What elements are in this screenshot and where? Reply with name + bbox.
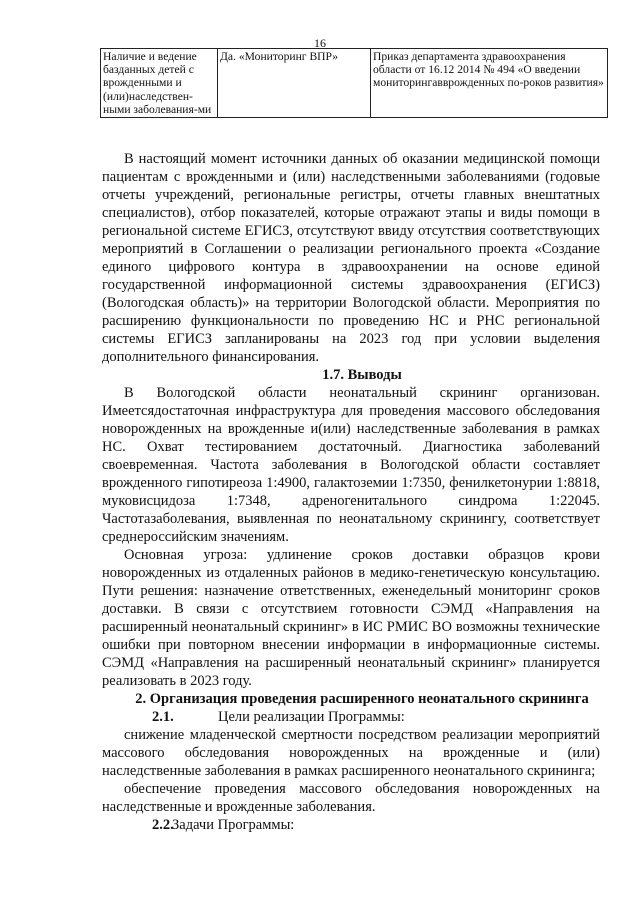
heading-conclusions: 1.7. Выводы	[322, 367, 402, 383]
paragraph-goal-screening: обеспечение проведения массового обследования новорожденных на наследственные и врожденные заболевания.	[102, 781, 600, 815]
table-cell-document: Приказ департамента здравоохранения области от 16.12 2014 № 494 «О введении мониторингавврожденных по-роков развития»	[371, 49, 608, 118]
subsection-number: 2.2.	[152, 817, 174, 833]
paragraph-goal-mortality: снижение младенческой смертности посредством реализации мероприятий массового обследования новорожденных на врожденные и (или) наследственные заболевания в рамках расширенного неонатального скрининга;	[102, 727, 600, 779]
info-table	[100, 48, 608, 118]
subsection-title: Цели реализации Программы:	[218, 709, 405, 725]
table-cell-status: Да. «Мониторинг ВПР»	[218, 49, 371, 118]
paragraph-screening-organized: В Вологодской области неонатальный скрининг организован. Имеетсядостаточная инфраструктура для проведения массового обследования новорожденных на врожденные и(или) наследственные заболевания в рамках НС. Охват тестированием достаточный. Диагностика заболеваний своевременная. Частота заболевания в Вологодской области составляет врожденного гипотиреоза 1:4900, галактоземии 1:7350, фенилкетонурии 1:8818, муковисцидоза 1:7348, адреногенитального синдрома 1:22045. Частотазаболевания, выявленная по неонатальному скринингу, соответствует среднероссийским значениям.	[102, 385, 600, 545]
subsection-title: Задачи Программы:	[172, 817, 295, 833]
subsection-number: 2.1.	[152, 709, 174, 725]
subsection-2-2	[102, 816, 600, 834]
document-body	[102, 150, 600, 834]
page-number: 16	[314, 36, 326, 50]
table-row	[101, 49, 608, 118]
heading-section-2: 2. Организация проведения расширенного неонатального скрининга	[135, 691, 589, 707]
paragraph-main-threat: Основная угроза: удлинение сроков доставки образцов крови новорожденных из отдаленных районов в медико-генетическую консультацию. Пути решения: назначение ответственных, еженедельный мониторинг сроков доставки. В связи с отсутствием готовности СЭМД «Направления на расширенный неонатальный скрининг» в ИС РМИС ВО возможны технические ошибки при повторном внесении информации в информационные системы. СЭМД «Направления на расширенный неонатальный скрининг» планируется реализовать в 2023 году.	[102, 547, 600, 689]
paragraph-data-sources: В настоящий момент источники данных об оказании медицинской помощи пациентам с врожденными и (или) наследственными заболеваниями (годовые отчеты учреждений, региональные регистры, отчеты главных внештатных специалистов), отбор показателей, которые отражают этапы и виды помощи в региональной системе ЕГИСЗ, отсутствуют ввиду отсутствия соответствующих мероприятий в Соглашении о реализации регионального проекта «Создание единого цифрового контура в здравоохранении на основе единой государственной информационной системы здравоохранения (ЕГИСЗ) (Вологодская область)» на территории Вологодской области. Мероприятия по расширению функциональности по проведению НС и РНС региональной системы ЕГИСЗ запланированы на 2023 год при условии выделения дополнительного финансирования.	[102, 151, 600, 365]
subsection-2-1	[102, 708, 600, 726]
table-cell-topic: Наличие и ведение базданных детей с врожденными и (или)наследствен-ными заболевания-ми	[101, 49, 218, 118]
